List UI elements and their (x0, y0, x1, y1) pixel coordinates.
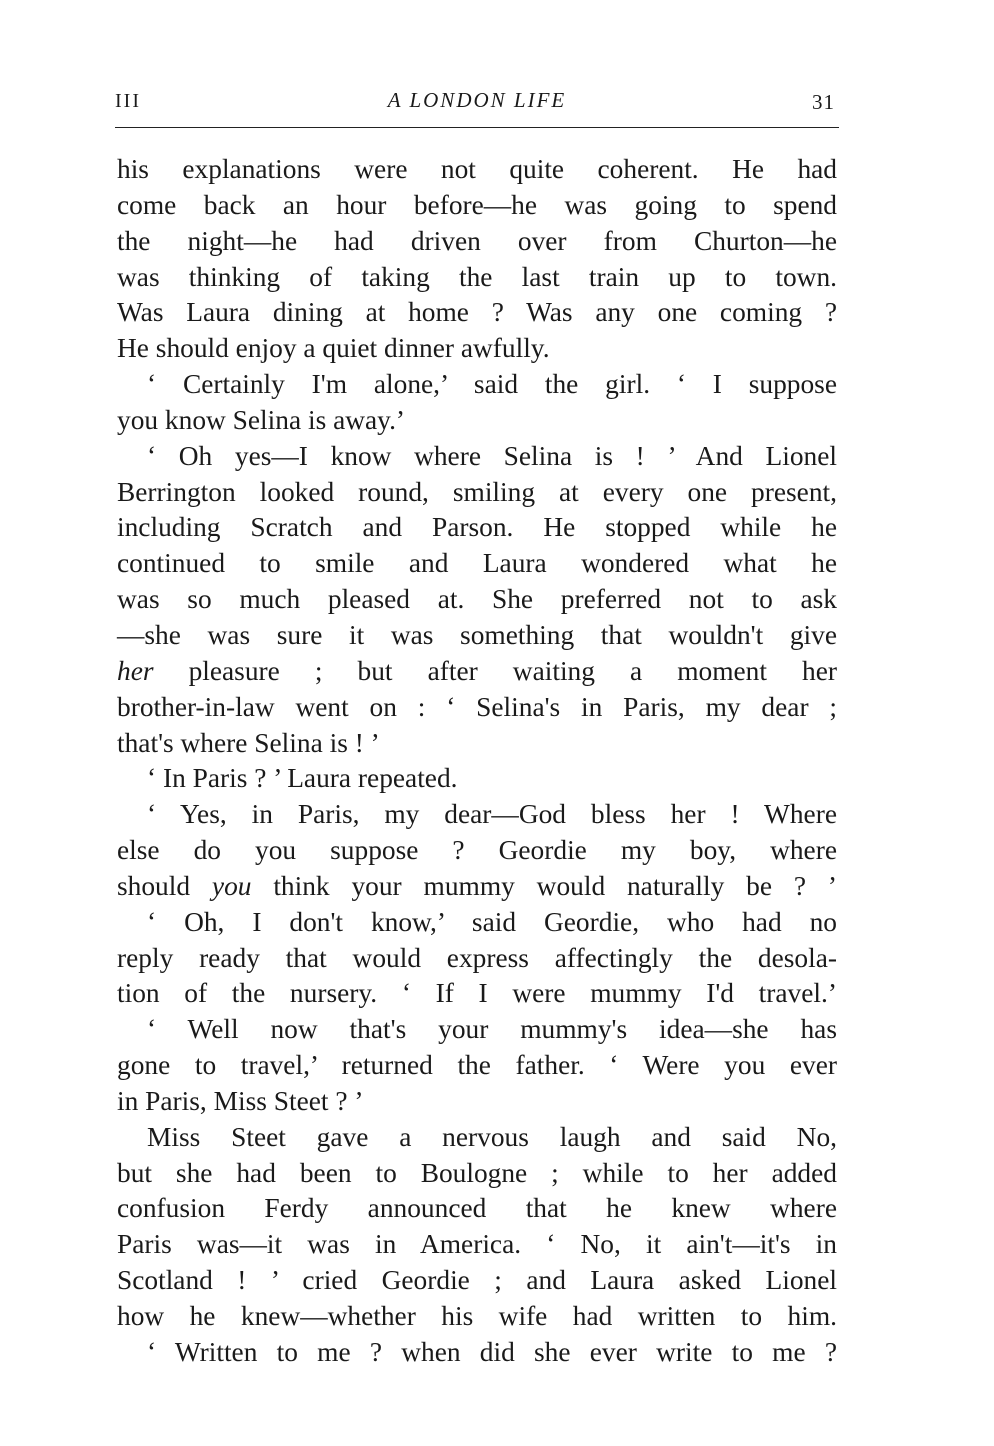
text-line: how he knew—whether his wife had written to him. (117, 1301, 837, 1331)
text-line: else do you suppose ? Geordie my boy, where (117, 835, 837, 866)
text-line: ‘ Oh, I don't know,’ said Geordie, who had no (147, 906, 837, 937)
text-line: Miss Steet gave a nervous laugh and said No, (147, 1121, 837, 1152)
text-line: continued to smile and Laura wondered what he (117, 548, 837, 579)
text-line: gone to travel,’ returned the father. ‘ Were you ever (117, 1050, 837, 1081)
italic-word: you (211, 870, 252, 901)
text-line: brother-in-law went on : ‘ Selina's in Paris, my dear ; (117, 691, 837, 722)
text-line-prefix: should (117, 870, 212, 901)
text-line: was thinking of taking the last train up to town. (117, 261, 837, 292)
text-line: was so much pleased at. She preferred not to ask (117, 584, 837, 615)
text-line: ‘ In Paris ? ’ Laura repeated. (147, 763, 458, 794)
text-line: his explanations were not quite coherent. He had (117, 154, 837, 184)
text-line: the night—he had driven over from Churton—he (117, 225, 837, 256)
text-line: you know Selina is away.’ (117, 404, 406, 435)
text-line: including Scratch and Parson. He stopped while he (117, 512, 837, 543)
running-head (117, 86, 837, 116)
text-line: Scotland ! ’ cried Geordie ; and Laura asked Lionel (117, 1265, 837, 1296)
book-title: A LONDON LIFE (387, 88, 567, 112)
text-line: in Paris, Miss Steet ? ’ (117, 1085, 364, 1116)
text-line: reply ready that would express affectingly the desola- (117, 942, 837, 973)
text-line: ‘ Oh yes—I know where Selina is ! ’ And Lionel (147, 440, 837, 471)
body-text (117, 152, 837, 1371)
chapter-number: III (115, 90, 141, 112)
page-number: 31 (812, 90, 835, 114)
text-line: but she had been to Boulogne ; while to her added (117, 1157, 837, 1188)
text-line: ‘ Certainly I'm alone,’ said the girl. ‘ I suppose (147, 369, 837, 400)
text-line: ‘ Well now that's your mummy's idea—she has (147, 1014, 837, 1045)
text-line: Berrington looked round, smiling at every one present, (117, 476, 837, 507)
text-line: that's where Selina is ! ’ (117, 727, 380, 758)
text-line (117, 869, 837, 905)
text-line: ‘ Yes, in Paris, my dear—God bless her ! Where (147, 799, 837, 830)
italic-word: her (117, 655, 154, 686)
text-line: He should enjoy a quiet dinner awfully. (117, 333, 550, 364)
text-line: ‘ Written to me ? when did she ever write to me ? (147, 1336, 837, 1367)
text-line: come back an hour before—he was going to spend (117, 189, 837, 220)
text-line: Was Laura dining at home ? Was any one coming ? (117, 297, 837, 328)
text-line-rest: think your mummy would naturally be ? ’ (251, 870, 838, 901)
text-line (117, 654, 837, 690)
text-line: —she was sure it was something that wouldn't give (117, 619, 837, 650)
text-line-rest: pleasure ; but after waiting a moment her (153, 655, 837, 686)
text-line: tion of the nursery. ‘ If I were mummy I'd travel.’ (117, 978, 837, 1009)
header-rule (115, 127, 839, 128)
text-line: confusion Ferdy announced that he knew where (117, 1193, 837, 1224)
text-line: Paris was—it was in America. ‘ No, it ain't—it's in (117, 1229, 837, 1260)
